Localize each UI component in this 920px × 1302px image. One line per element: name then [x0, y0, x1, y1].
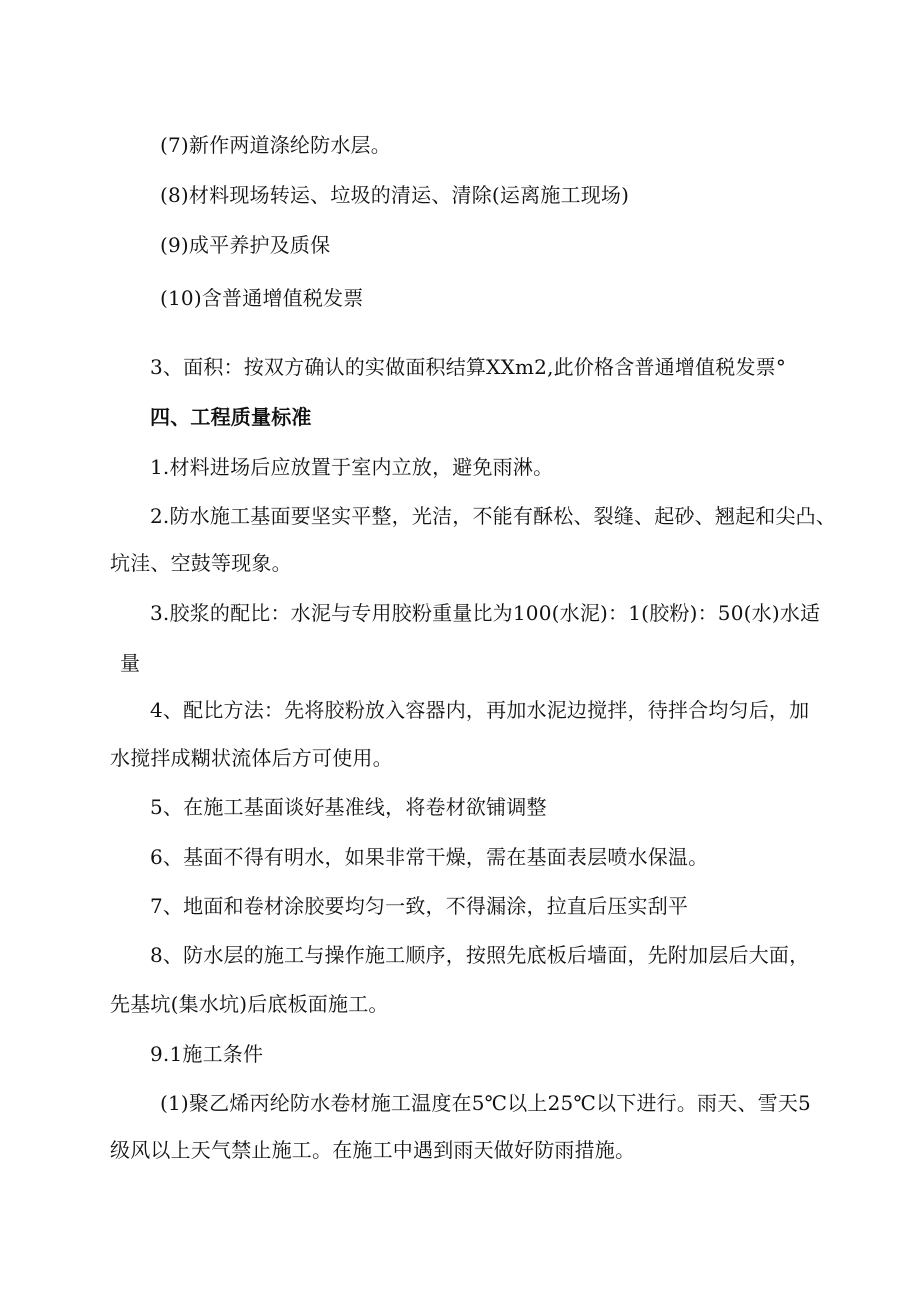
list-item-10: (10)含普通增值税发票 [160, 286, 364, 310]
quality-item-1: 1.材料进场后应放置于室内立放，避免雨淋。 [150, 455, 554, 479]
quality-item-2-line-1: 2.防水施工基面要坚实平整，光洁，不能有酥松、裂缝、起砂、翘起和尖凸、 [150, 504, 837, 528]
section-heading: 四、工程质量标准 [150, 405, 312, 429]
quality-item-8-line-1: 8、防水层的施工与操作施工顺序，按照先底板后墙面，先附加层后大面， [150, 943, 810, 967]
list-item-9: (9)成平养护及质保 [160, 233, 331, 257]
list-item-7: (7)新作两道涤纶防水层。 [160, 133, 391, 157]
quality-item-6: 6、基面不得有明水，如果非常干燥，需在基面表层喷水保温。 [150, 845, 709, 869]
quality-item-8-line-2: 先基坑(集水坑)后底板面施工。 [110, 992, 389, 1016]
quality-item-2-line-2: 坑洼、空鼓等现象。 [110, 551, 292, 575]
quality-item-3-line-2: 量 [120, 651, 141, 675]
condition-1-line-1: (1)聚乙烯丙纶防水卷材施工温度在5℃以上25℃以下进行。雨天、雪天5 [160, 1091, 811, 1115]
subsection-9-1-heading: 9.1施工条件 [150, 1042, 264, 1066]
condition-1-line-2: 级风以上天气禁止施工。在施工中遇到雨天做好防雨措施。 [110, 1138, 636, 1162]
quality-item-7: 7、地面和卷材涂胶要均匀一致，不得漏涂，拉直后压实刮平 [150, 894, 689, 918]
area-clause: 3、面积：按双方确认的实做面积结算XXm2,此价格含普通增值税发票° [150, 355, 787, 379]
quality-item-4-line-1: 4、配比方法：先将胶粉放入容器内，再加水泥边搅拌，待拌合均匀后，加 [150, 698, 810, 722]
quality-item-4-line-2: 水搅拌成糊状流体后方可使用。 [110, 746, 393, 770]
list-item-8: (8)材料现场转运、垃圾的清运、清除(运离施工现场) [160, 183, 630, 207]
quality-item-5: 5、在施工基面谈好基准线，将卷材欲铺调整 [150, 795, 547, 819]
quality-item-3-line-1: 3.胶浆的配比：水泥与专用胶粉重量比为100(水泥)：1(胶粉)：50(水)水适 [150, 601, 821, 625]
